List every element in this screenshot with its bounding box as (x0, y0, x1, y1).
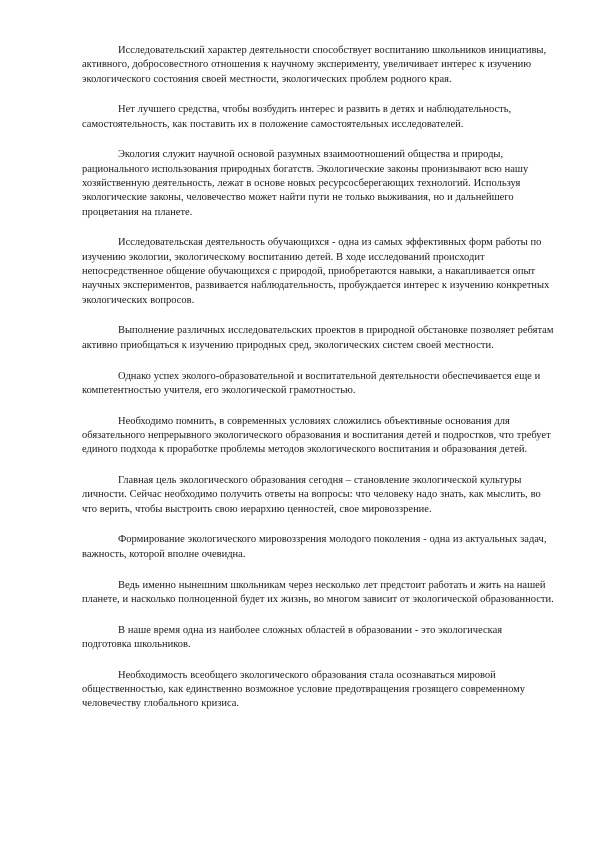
paragraph-best-means: Нет лучшего средства, чтобы возбудить интерес и развить в детях и наблюдательность, самостоятельность, как поставить их в положение самостоятельных исследователей. (82, 104, 512, 130)
paragraph-worldview-formation: Формирование экологического мировоззрения молодого поколения - одна из актуальных задач, важность, которой вполне очевидна. (82, 534, 547, 560)
document-body (82, 44, 554, 728)
paragraph-teacher-competence: Однако успех эколого-образовательной и воспитательной деятельности обеспечивается еще и компетентностью учителя, его экологической грамотностью. (82, 370, 541, 396)
paragraph-research-projects: Выполнение различных исследовательских проектов в природной обстановке позволяет ребятам активно приобщаться к изучению природных сред, экологических систем своей местности. (82, 325, 554, 351)
paragraph-ecology-basis: Экология служит научной основой разумных взаимоотношений общества и природы, рационального использования природных богатств. Экологические законы пронизывают всю нашу хозяйственную деятельность, лежат в основе новых ресурсосберегающих технологий. Используя экологические законы, человечество может найти пути не только выживания, но и дальнейшего процветания на планете. (82, 149, 529, 218)
paragraph-current-students: Ведь именно нынешним школьникам через несколько лет предстоит работать и жить на нашей планете, и насколько полноценной будет их жизнь, во многом зависит от экологической образованности. (82, 579, 554, 605)
paragraph-research-activity: Исследовательская деятельность обучающихся - одна из самых эффективных форм работы по изучению экологии, экологическому воспитанию детей. В ходе исследований происходит непосредственное общение обучающихся с природой, приобретаются навыки, а накапливается опыт научных экспериментов, развивается наблюдательность, пробуждается интерес к изучению конкретных экологических вопросов. (82, 237, 550, 306)
paragraph-research-character: Исследовательский характер деятельности способствует воспитанию школьников инициативы, активного, добросовестного отношения к научному эксперименту, увеличивает интерес к изучению экологического состояния своей местности, экологических проблем родного края. (82, 45, 547, 85)
paragraph-universal-education: Необходимость всеобщего экологического образования стала осознаваться мировой общественностью, как единственно возможное условие предотвращения грозящего современному человечеству глобального кризиса. (82, 669, 526, 710)
paragraph-difficult-area: В наше время одна из наиболее сложных областей в образовании - это экологическая подготовка школьников. (82, 624, 503, 650)
paragraph-main-goal: Главная цель экологического образования сегодня – становление экологической культуры личности. Сейчас необходимо получить ответы на вопросы: что человеку надо знать, как мыслить, во что верить, чтобы выстроить свою иерархию ценностей, свое мировоззрение. (82, 475, 541, 515)
paragraph-modern-conditions: Необходимо помнить, в современных условиях сложились объективные основания для обязательного непрерывного экологического образования и воспитания детей и подростков, что требует единого подхода к проработке проблемы методов экологического воспитания и образования детей. (82, 415, 551, 456)
